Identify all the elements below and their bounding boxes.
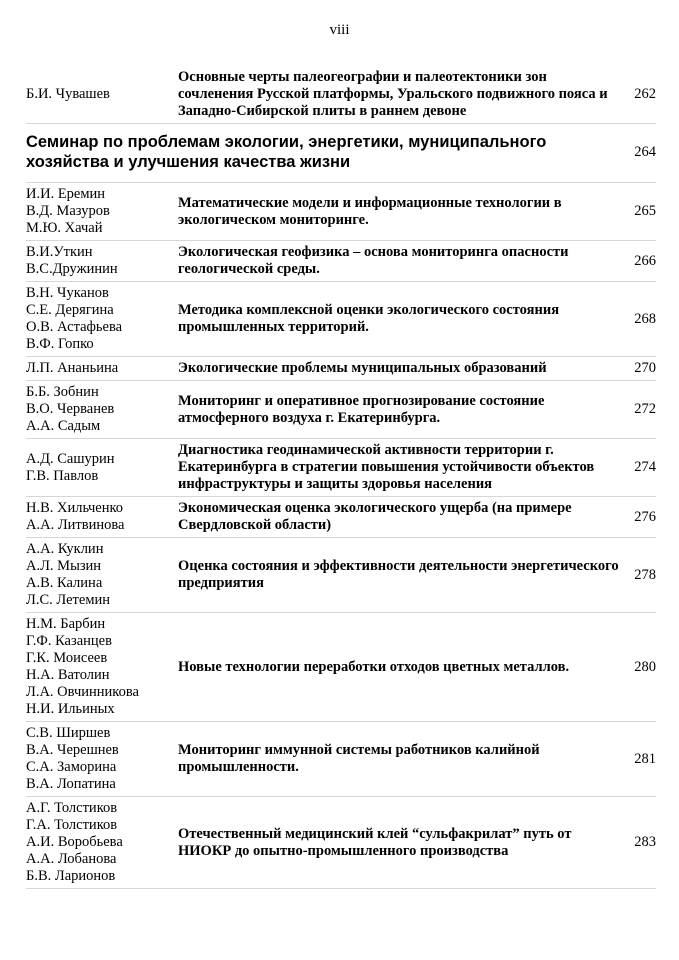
author-name: В.И.Уткин bbox=[26, 244, 93, 260]
author-name: И.И. Еремин bbox=[26, 186, 106, 202]
author-name: О.В. Астафьева bbox=[26, 319, 123, 335]
entry-title: Экологические проблемы муниципальных образований bbox=[178, 360, 547, 376]
entry-page-number: 265 bbox=[634, 203, 656, 219]
toc-entry bbox=[26, 538, 656, 613]
entry-page-number: 281 bbox=[634, 750, 656, 767]
page-number: viii bbox=[329, 22, 350, 38]
author-name: А.А. Садым bbox=[26, 418, 101, 434]
entry-authors bbox=[26, 800, 176, 885]
toc-entry bbox=[26, 722, 656, 797]
author-name: В.С.Дружинин bbox=[26, 261, 118, 277]
author-name: Н.А. Ватолин bbox=[26, 667, 110, 683]
author-name: А.А. Лобанова bbox=[26, 851, 117, 867]
author-name: Г.К. Моисеев bbox=[26, 650, 108, 666]
toc-entry bbox=[26, 381, 656, 439]
entry-title: Мониторинг иммунной системы работников калийной промышленности. bbox=[178, 742, 540, 775]
entry-title: Мониторинг и оперативное прогнозирование состояние атмосферного воздуха г. Екатеринбурга. bbox=[178, 392, 545, 426]
entry-title: Оценка состояния и эффективности деятельности энергетического предприятия bbox=[178, 558, 619, 591]
section-title: Семинар по проблемам экологии, энергетики, муниципального хозяйства и улучшения качества жизни bbox=[26, 133, 547, 171]
entry-page-number: 276 bbox=[634, 508, 656, 525]
toc-entry bbox=[26, 282, 656, 357]
author-name: Л.А. Овчинникова bbox=[26, 684, 139, 700]
toc-entry bbox=[26, 241, 656, 282]
entry-title: Основные черты палеогеографии и палеотектоники зон сочленения Русской платформы, Уральского подвижного пояса и Западно-Сибирской плиты в раннем девоне bbox=[178, 69, 608, 119]
entry-page-number: 266 bbox=[634, 252, 656, 269]
toc-entry bbox=[26, 797, 656, 889]
entry-title: Отечественный медицинский клей “сульфакрилат” путь от НИОКР до опытно-промышленного производства bbox=[178, 825, 572, 859]
author-name: С.Е. Дерягина bbox=[26, 302, 114, 318]
toc-entry bbox=[26, 183, 656, 241]
toc-entry bbox=[26, 439, 656, 497]
author-name: Н.М. Барбин bbox=[26, 616, 106, 632]
author-name: С.А. Заморина bbox=[26, 759, 117, 775]
author-name: А.Л. Мызин bbox=[26, 558, 102, 574]
entry-page-number: 278 bbox=[634, 566, 656, 583]
author-name: Л.П. Ананьина bbox=[26, 360, 119, 376]
author-name: В.Н. Чуканов bbox=[26, 285, 109, 301]
entries-list bbox=[26, 183, 656, 889]
toc-entry bbox=[26, 66, 656, 124]
entry-authors bbox=[26, 541, 176, 609]
entry-page-number: 272 bbox=[634, 401, 656, 417]
entry-authors bbox=[26, 451, 176, 485]
entry-title: Методика комплексной оценки экологического состояния промышленных территорий. bbox=[178, 302, 560, 335]
author-name: В.Ф. Гопко bbox=[26, 336, 94, 352]
table-of-contents bbox=[26, 66, 656, 889]
entry-authors bbox=[26, 285, 176, 353]
toc-entry bbox=[26, 613, 656, 722]
entry-authors bbox=[26, 384, 176, 435]
author-name: Л.С. Летемин bbox=[26, 592, 111, 608]
entry-authors bbox=[26, 86, 176, 103]
author-name: А.И. Воробьева bbox=[26, 834, 123, 850]
entry-authors bbox=[26, 186, 176, 237]
author-name: Г.Ф. Казанцев bbox=[26, 633, 112, 649]
author-name: Г.В. Павлов bbox=[26, 467, 99, 484]
entry-title: Новые технологии переработки отходов цветных металлов. bbox=[178, 658, 570, 675]
author-name: М.Ю. Хачай bbox=[26, 220, 103, 236]
author-name: А.Д. Сашурин bbox=[26, 450, 115, 467]
author-name: В.Д. Мазуров bbox=[26, 203, 110, 219]
entry-authors bbox=[26, 500, 176, 534]
entry-page-number: 280 bbox=[634, 658, 656, 675]
author-name: В.А. Черешнев bbox=[26, 742, 119, 758]
entry-title: Экономическая оценка экологического ущерба (на примере Свердловской области) bbox=[178, 500, 572, 533]
entry-page-number: 268 bbox=[634, 310, 656, 327]
author-name: В.О. Черванев bbox=[26, 401, 115, 417]
author-name: В.А. Лопатина bbox=[26, 776, 116, 792]
section-page-number: 264 bbox=[634, 143, 656, 160]
entry-title: Математические модели и информационные технологии в экологическом мониторинге. bbox=[178, 194, 562, 228]
entry-page-number: 262 bbox=[634, 86, 656, 102]
toc-entry bbox=[26, 497, 656, 538]
entry-page-number: 270 bbox=[634, 360, 656, 376]
author-name: Н.И. Ильиных bbox=[26, 701, 115, 717]
author-name: Г.А. Толстиков bbox=[26, 817, 118, 833]
entry-title: Экологическая геофизика – основа мониторинга опасности геологической среды. bbox=[178, 244, 569, 277]
entry-page-number: 283 bbox=[634, 834, 656, 850]
author-name: Б.В. Ларионов bbox=[26, 868, 116, 884]
author-name: Н.В. Хильченко bbox=[26, 500, 124, 516]
author-name: Б.И. Чувашев bbox=[26, 86, 110, 102]
author-name: Б.Б. Зобнин bbox=[26, 384, 99, 400]
toc-entry bbox=[26, 357, 656, 381]
entry-authors bbox=[26, 616, 176, 718]
entries-before-section bbox=[26, 66, 656, 124]
entry-authors bbox=[26, 244, 176, 278]
section-heading-row bbox=[26, 124, 656, 183]
entry-page-number: 274 bbox=[634, 459, 656, 475]
author-name: А.А. Куклин bbox=[26, 541, 104, 557]
author-name: А.Г. Толстиков bbox=[26, 800, 118, 816]
author-name: А.В. Калина bbox=[26, 575, 103, 591]
entry-authors bbox=[26, 360, 176, 377]
entry-authors bbox=[26, 725, 176, 793]
author-name: А.А. Литвинова bbox=[26, 517, 125, 533]
author-name: С.В. Ширшев bbox=[26, 725, 111, 741]
entry-title: Диагностика геодинамической активности территории г. Екатеринбурга в стратегии повышения устойчивости объектов инфраструктуры и защиты здоровья населения bbox=[178, 442, 595, 492]
